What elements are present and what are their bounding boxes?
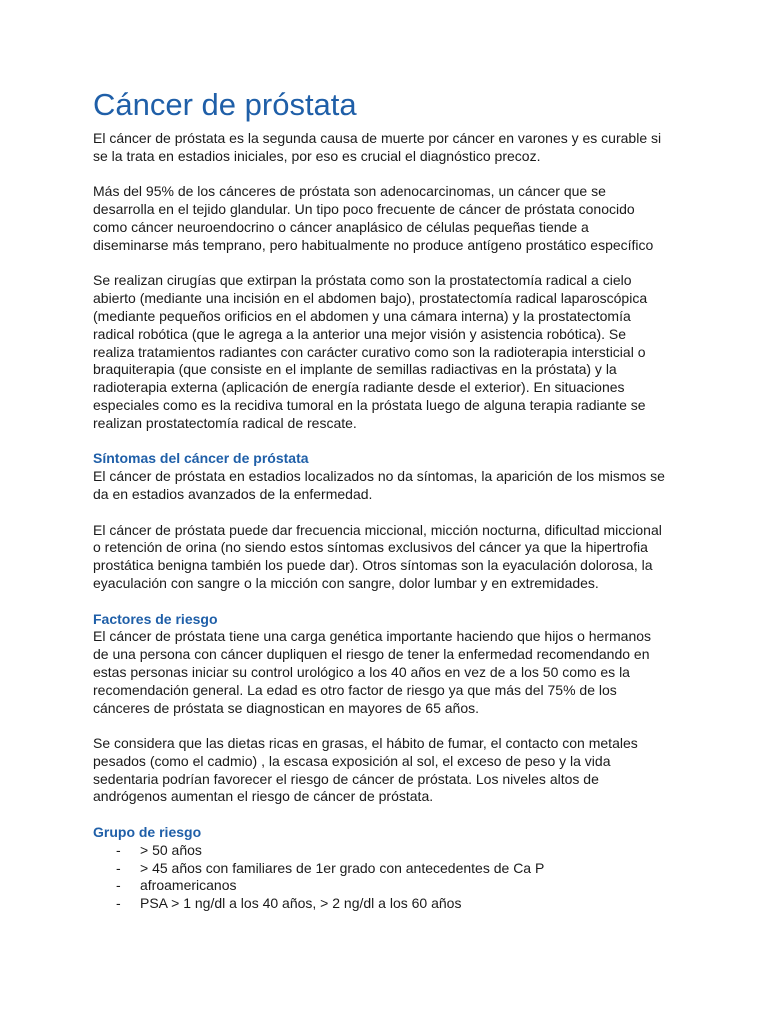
sintomas-paragraph-1: El cáncer de próstata en estadios localizados no da síntomas, la aparición de los mismos se da en estadios avanzados de la enfermedad. [93,468,665,502]
intro-paragraph-2: Más del 95% de los cánceres de próstata son adenocarcinomas, un cáncer que se desarrolla en el tejido glandular. Un tipo poco frecuente de cáncer de próstata conocido como cáncer neuroendocrino o cáncer anaplásico de células pequeñas tiende a diseminarse más temprano, pero habitualmente no produce antígeno prostático específico [93,183,654,253]
list-item-text: > 50 años [140,841,202,858]
list-item [93,895,683,913]
list-item-text: PSA > 1 ng/dl a los 40 años, > 2 ng/dl a los 60 años [140,895,462,912]
list-dash: - [116,859,121,876]
document-page [93,86,683,913]
list-item [93,877,683,895]
document-title: Cáncer de próstata [93,87,357,122]
factores-paragraph-2: Se considera que las dietas ricas en grasas, el hábito de fumar, el contacto con metales pesados (como el cadmio) , la escasa exposición al sol, el exceso de peso y la vida sedentaria podrían favorecer el riesgo de cáncer de próstata. Los niveles altos de andrógenos aumentan el riesgo de cáncer de próstata. [93,735,638,805]
list-item [93,860,683,878]
intro-paragraph-3: Se realizan cirugías que extirpan la próstata como son la prostatectomía radical a cielo abierto (mediante una incisión en el abdomen bajo), prostatectomía radical laparoscópica (mediante pequeños orificios en el abdomen y una cámara interna) y la prostatectomía radical robótica (que le agrega a la anterior una mejor visión y asistencia robótica). Se realiza tratamientos radiantes con carácter curativo como son la radioterapia intersticial o braquiterapia (que consiste en el implante de semillas radiactivas en la próstata) y la radioterapia externa (aplicación de energía radiante desde el exterior). En situaciones especiales como es la recidiva tumoral en la próstata luego de alguna terapia radiante se realizan prostatectomía radical de rescate. [93,272,648,431]
sintomas-paragraph-2: El cáncer de próstata puede dar frecuencia miccional, micción nocturna, dificultad miccional o retención de orina (no siendo estos síntomas exclusivos del cáncer ya que la hipertrofia prostática benigna también los puede dar). Otros síntomas son la eyaculación dolorosa, la eyaculación con sangre o la micción con sangre, dolor lumbar y en extremidades. [93,521,662,591]
list-dash: - [116,877,121,894]
list-item-text: afroamericanos [140,877,237,894]
list-dash: - [116,841,121,858]
list-dash: - [116,895,121,912]
intro-paragraph-1: El cáncer de próstata es la segunda causa de muerte por cáncer en varones y es curable si se la trata en estadios iniciales, por eso es crucial el diagnóstico precoz. [93,130,662,164]
section-heading-grupo: Grupo de riesgo [93,824,202,841]
section-heading-factores: Factores de riesgo [93,610,218,627]
risk-group-list [93,842,683,913]
section-heading-sintomas: Síntomas del cáncer de próstata [93,450,309,467]
factores-paragraph-1: El cáncer de próstata tiene una carga genética importante haciendo que hijos o hermanos de una persona con cáncer dupliquen el riesgo de tener la enfermedad recomendando en estas personas iniciar su control urológico a los 40 años en vez de a los 50 como es la recomendación general. La edad es otro factor de riesgo ya que más del 75% de los cánceres de próstata se diagnostican en mayores de 65 años. [93,628,652,716]
list-item [93,842,683,860]
list-item-text: > 45 años con familiares de 1er grado con antecedentes de Ca P [140,859,545,876]
